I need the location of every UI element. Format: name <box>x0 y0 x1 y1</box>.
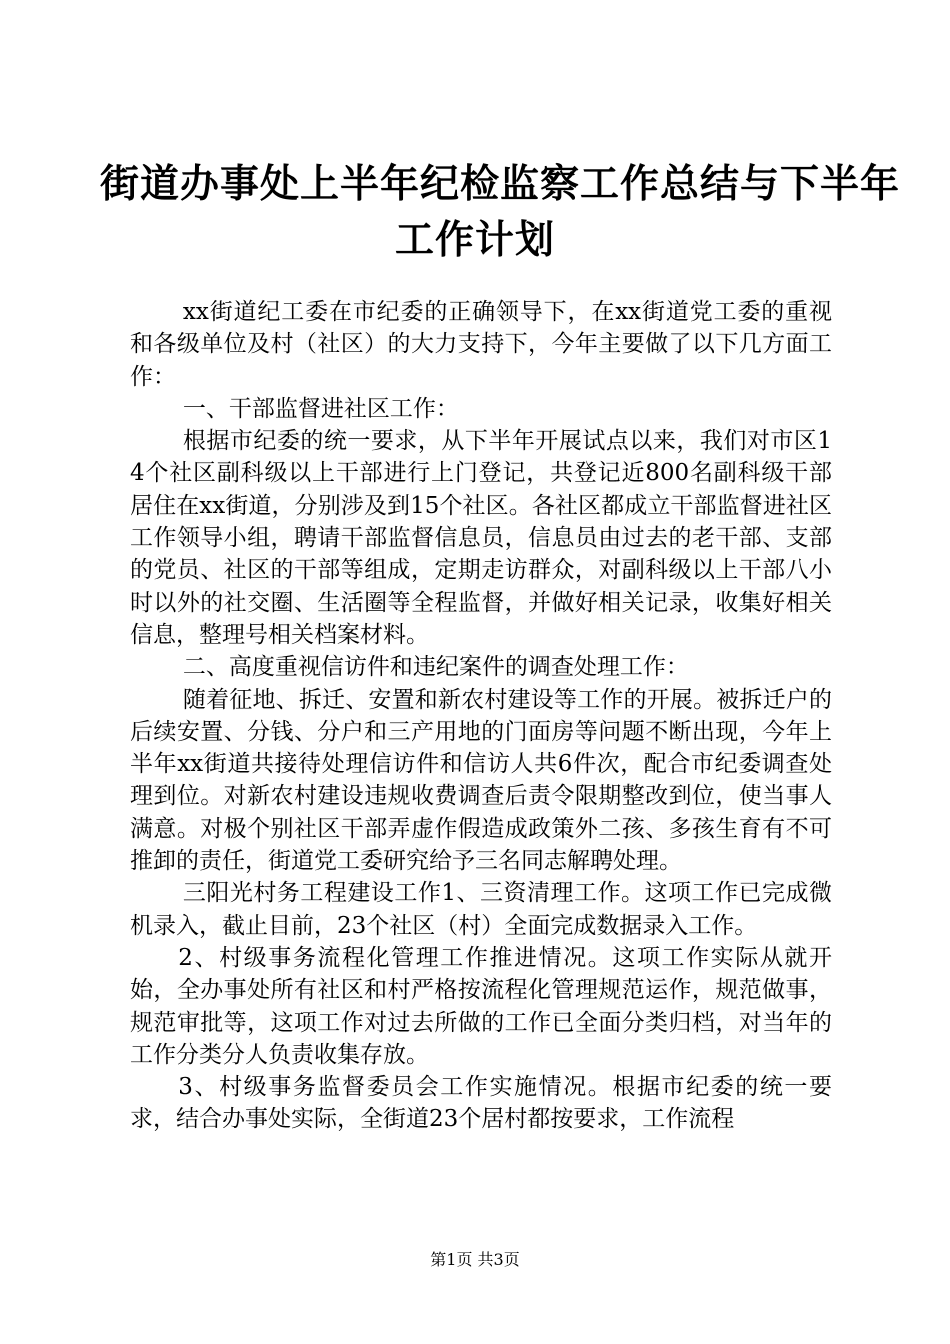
page-footer: 第1页 共3页 <box>430 1250 520 1269</box>
document-body <box>130 296 832 1136</box>
paragraph-item-2: 2、村级事务流程化管理工作推进情况。这项工作实际从就开始，全办事处所有社区和村严格按流程化管理规范运作，规范做事，规范审批等，这项工作对过去所做的工作已全面分类归档，对当年的工作分类分人负责收集存放。 <box>130 944 832 1068</box>
document-title-line-2: 工作计划 <box>394 218 555 263</box>
document-title-line-1: 街道办事处上半年纪检监察工作总结与下半年 <box>100 162 901 207</box>
heading-section-1: 一、干部监督进社区工作： <box>182 395 459 422</box>
heading-section-2: 二、高度重视信访件和违纪案件的调查处理工作： <box>182 654 689 681</box>
paragraph-section-1: 根据市纪委的统一要求，从下半年开展试点以来，我们对市区14个社区副科级以上干部进行上门登记，共登记近800名副科级干部居住在xx街道，分别涉及到15个社区。各社区都成立干部监督进社区工作领导小组，聘请干部监督信息员，信息员由过去的老干部、支部的党员、社区的干部等组成，定期走访群众，对副科级以上干部八小时以外的社交圈、生活圈等全程监督，并做好相关记录，收集好相关信息，整理号相关档案材料。 <box>130 428 832 648</box>
paragraph-intro: xx街道纪工委在市纪委的正确领导下，在xx街道党工委的重视和各级单位及村（社区）的大力支持下，今年主要做了以下几方面工作： <box>130 299 832 390</box>
paragraph-item-3: 3、村级事务监督委员会工作实施情况。根据市纪委的统一要求，结合办事处实际，全街道23个居村都按要求，工作流程 <box>130 1074 832 1133</box>
paragraph-section-2: 随着征地、拆迁、安置和新农村建设等工作的开展。被拆迁户的后续安置、分钱、分户和三产用地的门面房等问题不断出现，今年上半年xx街道共接待处理信访件和信访人共6件次，配合市纪委调查处理到位。对新农村建设违规收费调查后责令限期整改到位，使当事人满意。对极个别社区干部弄虚作假造成政策外二孩、多孩生育有不可推卸的责任，街道党工委研究给予三名同志解聘处理。 <box>130 686 832 875</box>
paragraph-section-3: 三阳光村务工程建设工作1、三资清理工作。这项工作已完成微机录入，截止目前，23个社区（村）全面完成数据录入工作。 <box>130 880 832 939</box>
